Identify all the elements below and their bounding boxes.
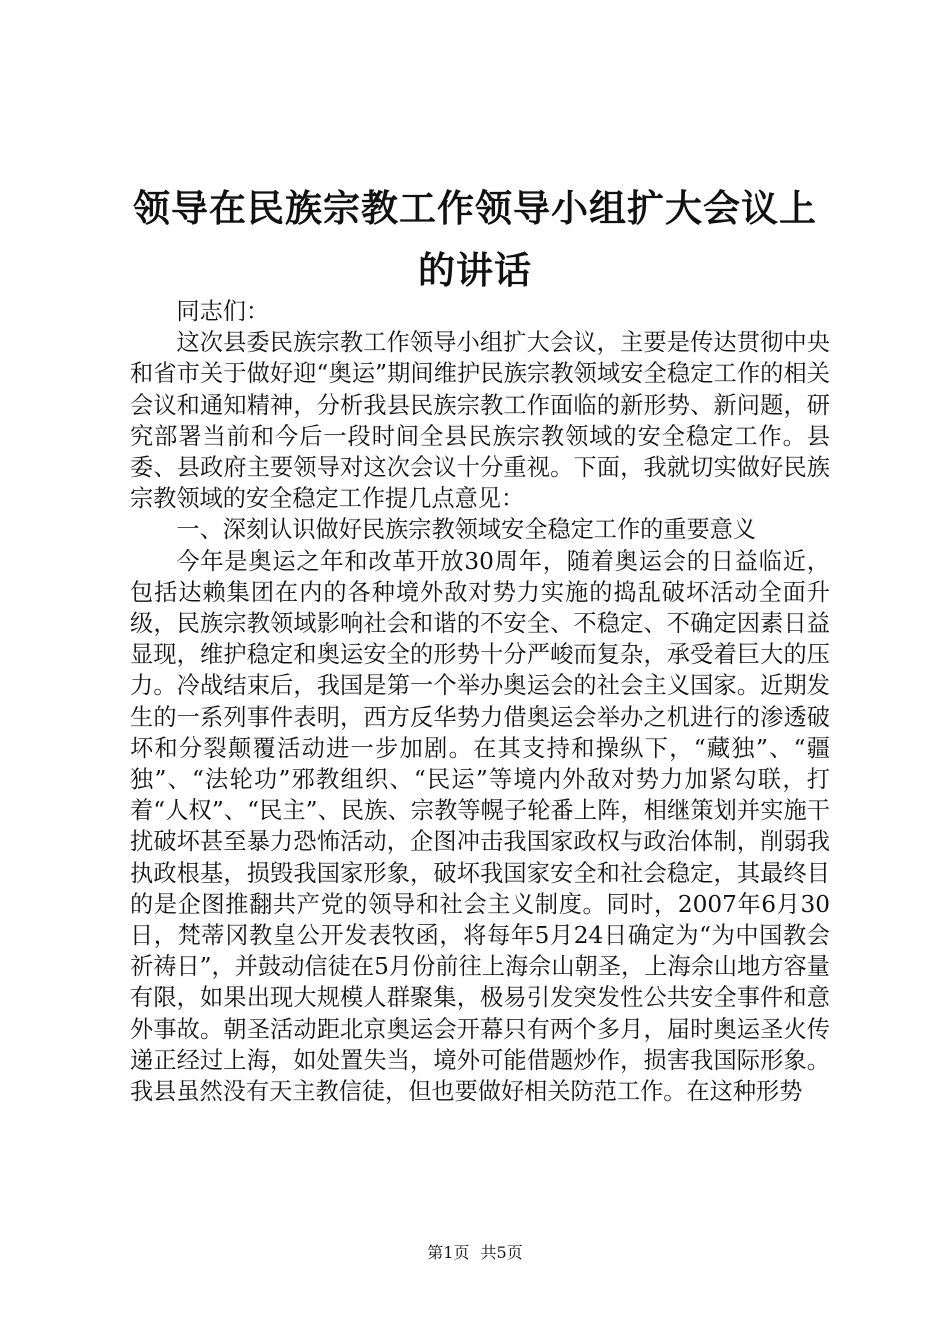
section-heading-1: 一、深刻认识做好民族宗教领域安全稳定工作的重要意义 xyxy=(176,516,757,544)
page-number: 第1页 xyxy=(427,1243,470,1262)
document-title: 领导在民族宗教工作领导小组扩大会议上的讲话 xyxy=(133,187,817,292)
page-total: 共5页 xyxy=(480,1243,523,1262)
page-footer xyxy=(0,1243,950,1263)
document-body xyxy=(130,296,830,1107)
salutation: 同志们： xyxy=(176,298,270,325)
paragraph-intro: 这次县委民族宗教工作领导小组扩大会议，主要是传达贯彻中央和省市关于做好迎“奥运”期间维护民族宗教领域安全稳定工作的相关会议和通知精神，分析我县民族宗教工作面临的新形势、新问题，研究部署当前和今后一段时间全县民族宗教领域的安全稳定工作。县委、县政府主要领导对这次会议十分重视。下面，我就切实做好民族宗教领域的安全稳定工作提几点意见： xyxy=(130,329,830,513)
paragraph-body: 今年是奥运之年和改革开放30周年，随着奥运会的日益临近，包括达赖集团在内的各种境外敌对势力实施的捣乱破坏活动全面升级，民族宗教领域影响社会和谐的不安全、不稳定、不确定因素日益显现，维护稳定和奥运安全的形势十分严峻而复杂，承受着巨大的压力。冷战结束后，我国是第一个举办奥运会的社会主义国家。近期发生的一系列事件表明，西方反华势力借奥运会举办之机进行的渗透破坏和分裂颠覆活动进一步加剧。在其支持和操纵下，“藏独”、“疆独”、“法轮功”邪教组织、“民运”等境内外敌对势力加紧勾联，打着“人权”、“民主”、民族、宗教等幌子轮番上阵，相继策划并实施干扰破坏甚至暴力恐怖活动，企图冲击我国家政权与政治体制，削弱我执政根基，损毁我国家形象，破坏我国家安全和社会稳定，其最终目的是企图推翻共产党的领导和社会主义制度。同时，2007年6月30日，梵蒂冈教皇公开发表牧函，将每年5月24日确定为“为中国教会祈祷日”，并鼓动信徒在5月份前往上海佘山朝圣，上海佘山地方容量有限，如果出现大规模人群聚集，极易引发突发性公共安全事件和意外事故。朝圣活动距北京奥运会开幕只有两个多月，届时奥运圣火传递正经过上海，如处置失当，境外可能借题炒作，损害我国际形象。我县虽然没有天主教信徒，但也要做好相关防范工作。在这种形势 xyxy=(130,547,830,1106)
